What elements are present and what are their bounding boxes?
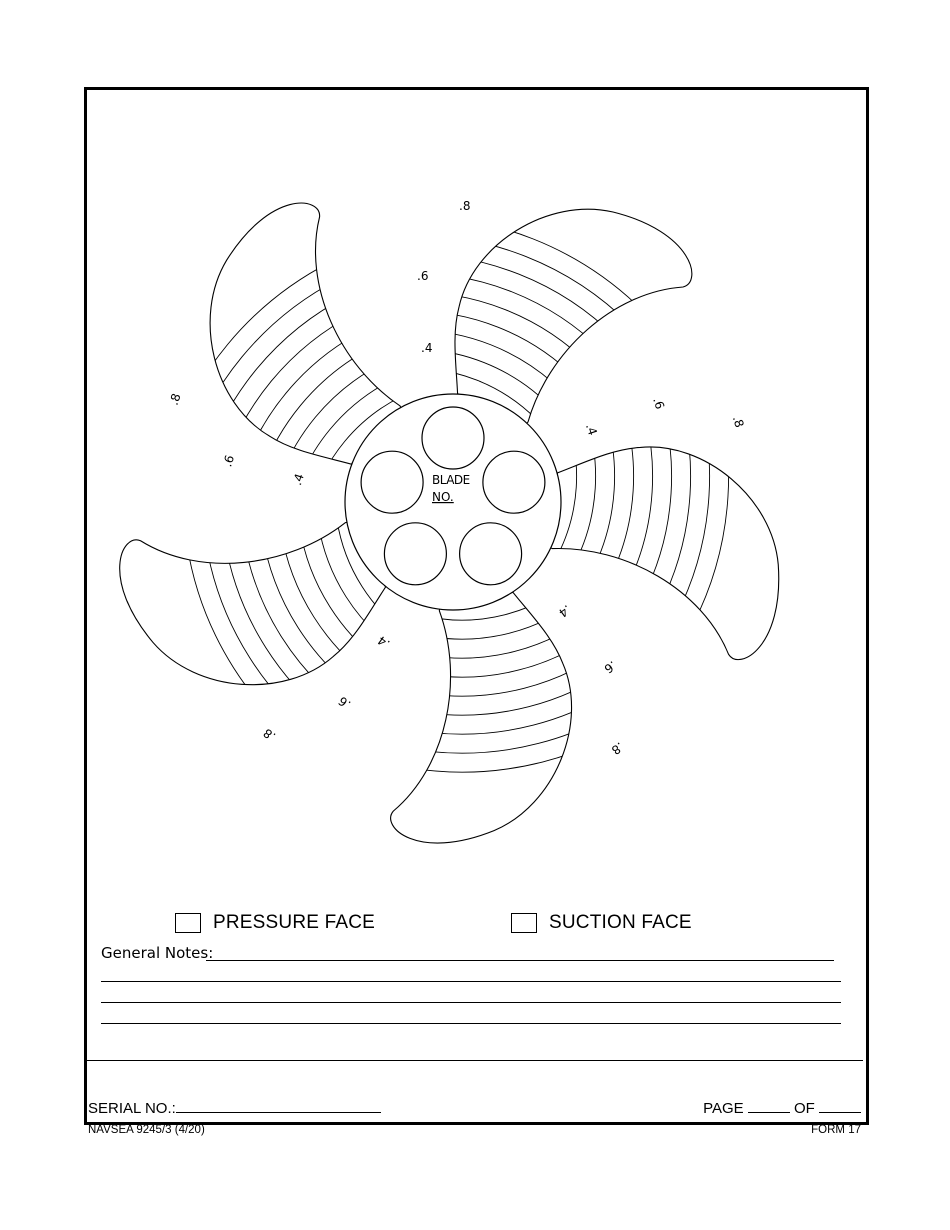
notes-line[interactable] [101, 981, 841, 982]
notes-line[interactable] [101, 1002, 841, 1003]
bolt-hole [361, 451, 423, 513]
radius-mark-label: .4 [556, 602, 574, 621]
suction-face-label: SUCTION FACE [549, 912, 692, 933]
section-divider [86, 1060, 863, 1061]
page-number-blank[interactable] [748, 1100, 790, 1113]
bolt-hole [384, 523, 446, 585]
serial-number-field[interactable] [88, 1100, 381, 1117]
radius-mark-label: .8 [166, 391, 184, 407]
suction-face-option[interactable] [511, 912, 692, 934]
radius-mark-label: .6 [335, 693, 354, 712]
radius-mark-label: .8 [459, 199, 471, 213]
notes-line[interactable] [101, 1023, 841, 1024]
form-identifier: NAVSEA 9245/3 (4/20) [88, 1124, 205, 1136]
serial-number-label: SERIAL NO.: [88, 1100, 176, 1117]
page-total-blank[interactable] [819, 1100, 861, 1113]
pressure-face-option[interactable] [175, 912, 375, 934]
radius-mark-label: .8 [260, 725, 279, 744]
general-notes-label: General Notes: [101, 944, 214, 962]
radius-mark-label: .4 [289, 471, 307, 488]
radius-mark-label: .8 [608, 739, 627, 758]
radius-mark-label: .4 [374, 633, 393, 652]
radius-mark-label: .6 [601, 658, 620, 677]
bolt-hole [422, 407, 484, 469]
of-label: OF [793, 1100, 815, 1117]
suction-face-checkbox[interactable] [511, 913, 537, 933]
page-label: PAGE [703, 1100, 744, 1117]
radius-mark-label: .8 [729, 414, 747, 430]
form-number: FORM 17 [811, 1124, 861, 1136]
hub-label-blade: BLADE [432, 473, 470, 487]
radius-mark-label: .6 [650, 395, 668, 411]
radius-mark-label: .6 [417, 269, 429, 283]
pressure-face-checkbox[interactable] [175, 913, 201, 933]
serial-number-blank[interactable] [176, 1100, 381, 1113]
radius-mark-label: .4 [582, 421, 600, 438]
general-notes-line[interactable] [206, 960, 834, 961]
page-of-field[interactable] [703, 1100, 861, 1117]
bolt-hole [460, 523, 522, 585]
pressure-face-label: PRESSURE FACE [213, 912, 376, 933]
radius-mark-label: .4 [421, 341, 433, 355]
hub-label-no: NO. [432, 490, 454, 504]
radius-mark-label: .6 [220, 453, 238, 469]
bolt-hole [483, 451, 545, 513]
